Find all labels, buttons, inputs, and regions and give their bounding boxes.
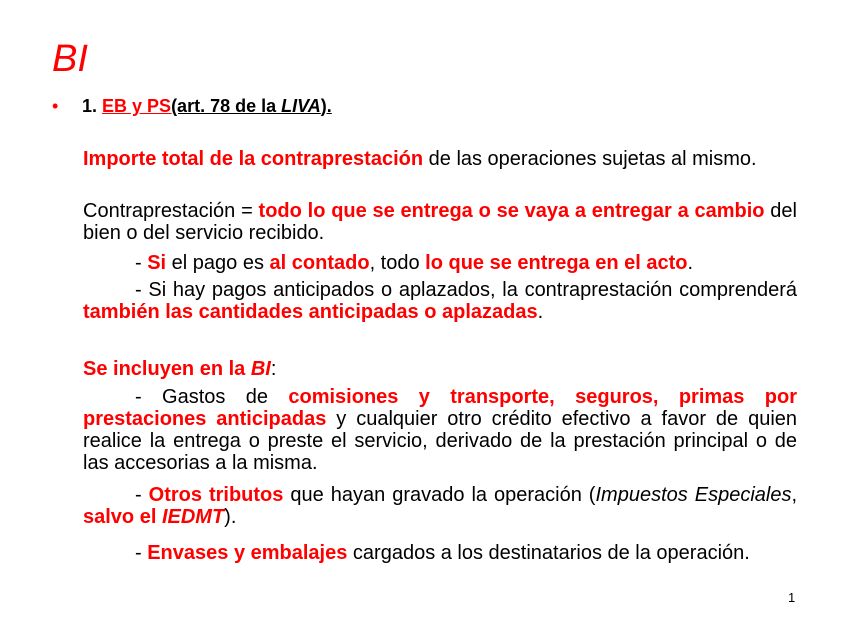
heading-liva: LIVA	[281, 96, 321, 116]
p1-rest: de las operaciones sujetas al mismo.	[423, 148, 757, 170]
paragraph-envases	[52, 540, 797, 566]
p2-red: todo lo que se entrega o se vaya a entregar a cambio	[258, 200, 765, 222]
p6-red: comisiones y transporte, seguros, primas por prestaciones anticipadas	[83, 386, 797, 430]
p7-italic: Impuestos Especiales	[595, 484, 792, 506]
p3-si: Si	[147, 252, 167, 274]
paragraph-se-incluyen	[83, 358, 797, 380]
p2-start: Contraprestación =	[83, 200, 259, 222]
p7-end: ).	[224, 506, 237, 528]
p3-end: .	[687, 252, 694, 274]
bullet-heading	[52, 96, 332, 117]
heading-art-close: ).	[320, 96, 332, 116]
p1-red: Importe total de la contraprestación	[83, 148, 424, 170]
p4-start: - Si hay pagos anticipados o aplazados, la contraprestación comprenderá	[135, 279, 797, 301]
p7-comma: ,	[791, 484, 798, 506]
paragraph-otros-tributos	[83, 484, 797, 528]
p5-colon: :	[270, 358, 277, 380]
paragraph-gastos	[83, 386, 797, 474]
paragraph-contraprestacion	[83, 200, 797, 244]
p5-bi: BI	[250, 358, 271, 380]
paragraph-pagos-anticipados	[83, 279, 797, 323]
p3-acto: lo que se entrega en el acto	[425, 252, 688, 274]
heading-eb-ps: EB y PS	[102, 96, 172, 116]
heading-art-open: (art. 78 de la	[171, 96, 282, 116]
p3-contado: al contado	[269, 252, 370, 274]
paragraph-importe-total	[83, 148, 797, 170]
p2-rest: del bien o del servicio recibido.	[83, 200, 797, 244]
p7-dash: -	[135, 484, 149, 506]
p7-red: Otros tributos	[148, 484, 284, 506]
p7-iedmt: IEDMT	[161, 506, 225, 528]
p4-red: también las cantidades anticipadas o aplazadas	[83, 301, 538, 323]
p4-end: .	[537, 301, 544, 323]
p6-start: - Gastos de	[135, 386, 289, 408]
p6-rest: y cualquier otro crédito efectivo a favor de quien realice la entrega o preste el servicio, derivado de la prestación principal o de las accesorias a la misma.	[83, 408, 798, 474]
p8-dash: -	[135, 542, 148, 564]
p5-red-start: Se incluyen en la	[83, 358, 251, 380]
p3-dash: -	[135, 252, 148, 274]
heading-article	[171, 96, 332, 116]
p8-red: Envases y embalajes	[147, 542, 348, 564]
page-number: 1	[788, 590, 796, 605]
heading-number: 1.	[82, 96, 98, 116]
p8-rest: cargados a los destinatarios de la operación.	[347, 542, 750, 564]
paragraph-al-contado	[83, 252, 797, 274]
p7-mid: que hayan gravado la operación (	[283, 484, 596, 506]
p3-mid2: , todo	[369, 252, 426, 274]
p7-salvo: salvo el	[83, 506, 162, 528]
bullet-symbol: •	[52, 96, 59, 116]
slide-title: BI	[52, 38, 88, 80]
p3-mid1: el pago es	[166, 252, 270, 274]
